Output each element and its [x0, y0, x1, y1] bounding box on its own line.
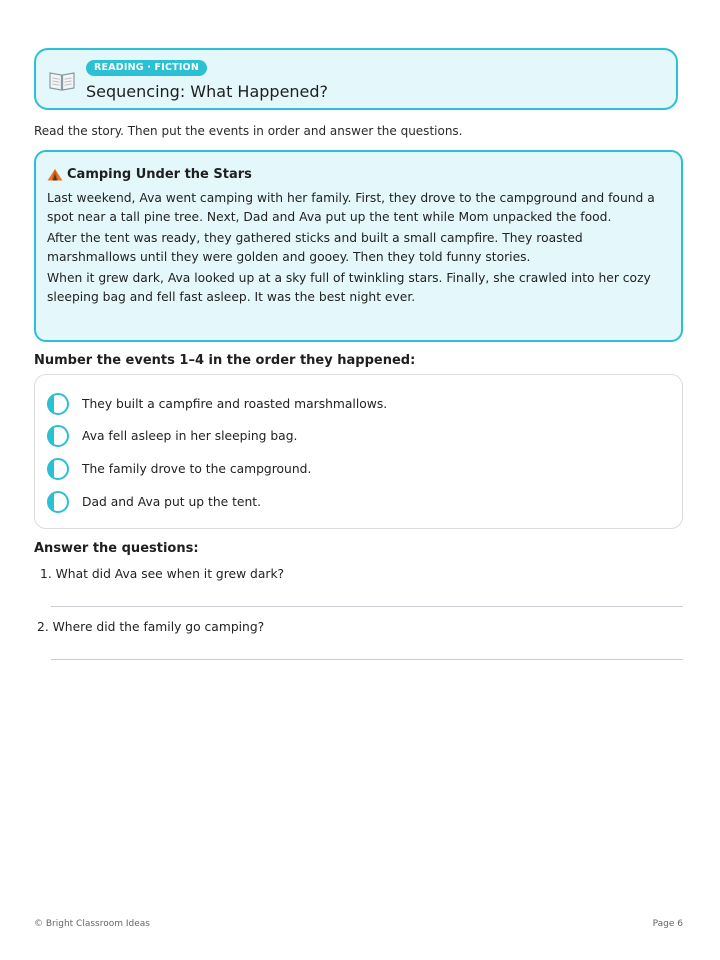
question-2: 2. Where did the family go camping?: [37, 620, 265, 634]
answer-line-1[interactable]: [51, 606, 683, 607]
question-1: 1. What did Ava see when it grew dark?: [40, 567, 285, 581]
category-badge: READING · FICTION: [86, 60, 207, 76]
story-title: Camping Under the Stars: [67, 166, 252, 182]
event-row: [47, 456, 311, 482]
event-row: [47, 489, 261, 515]
events-card: [34, 374, 683, 529]
footer-page-number: Page 6: [652, 919, 683, 929]
number-bubble[interactable]: [47, 425, 69, 447]
header-card: [34, 48, 678, 110]
story-body: [47, 189, 672, 309]
page-title: Sequencing: What Happened?: [86, 82, 329, 101]
instructions-text: Read the story. Then put the events in order and answer the questions.: [34, 124, 463, 138]
story-paragraph: Last weekend, Ava went camping with her family. First, they drove to the campground and found a spot near a tall pine tree. Next, Dad and Ava put up the tent while Mom unpacked the food.: [47, 191, 655, 224]
story-title-row: [47, 165, 252, 183]
open-book-icon: [49, 71, 75, 91]
questions-heading: Answer the questions:: [34, 541, 199, 556]
event-text: The family drove to the campground.: [82, 462, 312, 476]
story-card: [34, 150, 683, 342]
event-text: They built a campfire and roasted marshmallows.: [82, 397, 388, 411]
events-heading: Number the events 1–4 in the order they happened:: [34, 353, 416, 368]
story-paragraph: After the tent was ready, they gathered sticks and built a small campfire. They roasted marshmallows until they were golden and gooey. Then they told funny stories.: [47, 231, 583, 264]
event-text: Dad and Ava put up the tent.: [82, 495, 262, 509]
number-bubble[interactable]: [47, 393, 69, 415]
story-paragraph: When it grew dark, Ava looked up at a sky full of twinkling stars. Finally, she crawled into her cozy sleeping bag and fell fast asleep. It was the best night ever.: [47, 271, 651, 304]
number-bubble[interactable]: [47, 458, 69, 480]
tent-icon: [47, 168, 63, 181]
event-text: Ava fell asleep in her sleeping bag.: [82, 429, 298, 443]
event-row: [47, 391, 387, 417]
footer-copyright: © Bright Classroom Ideas: [34, 919, 150, 929]
event-row: [47, 423, 297, 449]
number-bubble[interactable]: [47, 491, 69, 513]
answer-line-2[interactable]: [51, 659, 683, 660]
